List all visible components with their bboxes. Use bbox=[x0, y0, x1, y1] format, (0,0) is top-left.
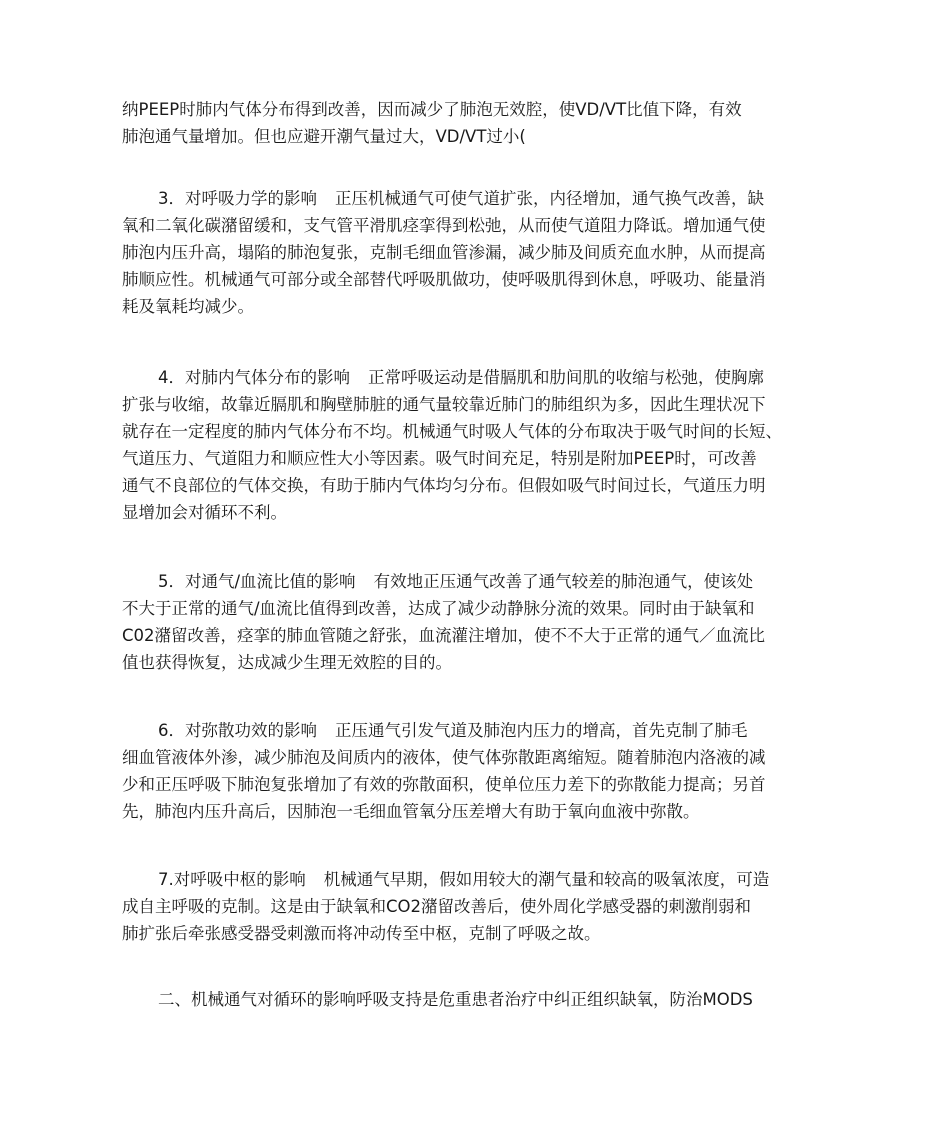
text-line: 扩张与收缩，故靠近膈肌和胸壁肺脏的通气量较靠近肺门的肺组织为多，因此生理状况下 bbox=[122, 395, 766, 414]
text-line: 机械通气早期，假如用较大的潮气量和较高的吸氧浓度，可造 bbox=[323, 870, 770, 889]
text-line: 肺顺应性。机械通气可部分或全部替代呼吸肌做功，使呼吸肌得到休息，呼吸功、能量消 bbox=[122, 270, 766, 289]
text-line: 成自主呼吸的克制。这是由于缺氧和CO2潴留改善后，使外周化学感受器的刺激削弱和 bbox=[122, 897, 752, 916]
text-line: 正压机械通气可使气道扩张，内径增加，通气换气改善，缺 bbox=[335, 189, 764, 208]
text-line: 先，肺泡内压升高后，因肺泡一毛细血管氧分压差增大有助于氧向血液中弥散。 bbox=[122, 802, 700, 821]
text-line: 肺扩张后牵张感受器受刺激而将冲动传至中枢，克制了呼吸之故。 bbox=[122, 924, 601, 943]
text-line: 显增加会对循环不利。 bbox=[122, 503, 287, 522]
text-line: 肺泡内压升高，塌陷的肺泡复张，克制毛细血管渗漏，减少肺及间质充血水肿，从而提高 bbox=[122, 243, 766, 262]
paragraph-diffusion bbox=[122, 717, 827, 825]
text-line: 有效地正压通气改善了通气较差的肺泡通气，使该处 bbox=[373, 572, 754, 591]
text-line: 少和正压呼吸下肺泡复张增加了有效的弥散面积，使单位压力差下的弥散能力提高；另首 bbox=[122, 775, 766, 794]
text-line: 耗及氧耗均减少。 bbox=[122, 297, 254, 316]
paragraph-first-line bbox=[122, 364, 827, 391]
text-line: 纳PEEP时肺内气体分布得到改善，因而减少了肺泡无效腔，使VD/VT比值下降，有效 bbox=[122, 100, 742, 119]
text-line: 肺泡通气量增加。但也应避开潮气量过大，VD/VT过小( bbox=[122, 127, 526, 146]
paragraph-first-line bbox=[122, 568, 827, 595]
paragraph-respiratory-center bbox=[122, 866, 827, 947]
section-heading: 6．对弥散功效的影响 bbox=[158, 721, 317, 740]
paragraph-first-line bbox=[122, 185, 827, 212]
section-heading: 3．对呼吸力学的影响 bbox=[158, 189, 317, 208]
paragraph-respiratory-mechanics bbox=[122, 185, 827, 320]
text-line: 值也获得恢复，达成减少生理无效腔的目的。 bbox=[122, 653, 452, 672]
text-line: 氧和二氧化碳潴留缓和，支气管平滑肌痉挛得到松弛，从而使气道阻力降诋。增加通气使 bbox=[122, 216, 766, 235]
section-heading: 7.对呼吸中枢的影响 bbox=[158, 870, 306, 889]
paragraph-first-line bbox=[122, 717, 827, 744]
text-line: 细血管液体外渗，减少肺泡及间质内的液体，使气体弥散距离缩短。随着肺泡内洛液的减 bbox=[122, 748, 766, 767]
paragraph-gas-distribution bbox=[122, 364, 827, 526]
text-line: 就存在一定程度的肺内气体分布不均。机械通气时吸人气体的分布取决于吸气时间的长短、 bbox=[122, 422, 782, 441]
text-line: 通气不良部位的气体交换，有助于肺内气体均匀分布。但假如吸气时间过长，气道压力明 bbox=[122, 476, 766, 495]
paragraph-ventilation-perfusion bbox=[122, 568, 827, 676]
section-heading: 4．对肺内气体分布的影响 bbox=[158, 368, 350, 387]
section-heading: 5．对通气/血流比值的影响 bbox=[158, 572, 356, 591]
text-line: 二、机械通气对循环的影响呼吸支持是危重患者治疗中纠正组织缺氧，防治MODS bbox=[158, 990, 753, 1009]
paragraph-first-line bbox=[122, 866, 827, 893]
text-line: 气道压力、气道阻力和顺应性大小等因素。吸气时间充足，特别是附加PEEP时，可改善 bbox=[122, 449, 757, 468]
paragraph-circulation-section bbox=[122, 986, 827, 1013]
paragraph-peep-continuation bbox=[122, 96, 827, 150]
text-line: 正压通气引发气道及肺泡内压力的增高，首先克制了肺毛 bbox=[335, 721, 748, 740]
text-line: C02潴留改善，痉挛的肺血管随之舒张，血流灌注增加，使不不大于正常的通气／血流比 bbox=[122, 626, 766, 645]
text-line: 不大于正常的通气/血流比值得到改善，达成了减少动静脉分流的效果。同时由于缺氧和 bbox=[122, 599, 755, 618]
text-line: 正常呼吸运动是借膈肌和肋间肌的收缩与松弛，使胸廓 bbox=[368, 368, 764, 387]
